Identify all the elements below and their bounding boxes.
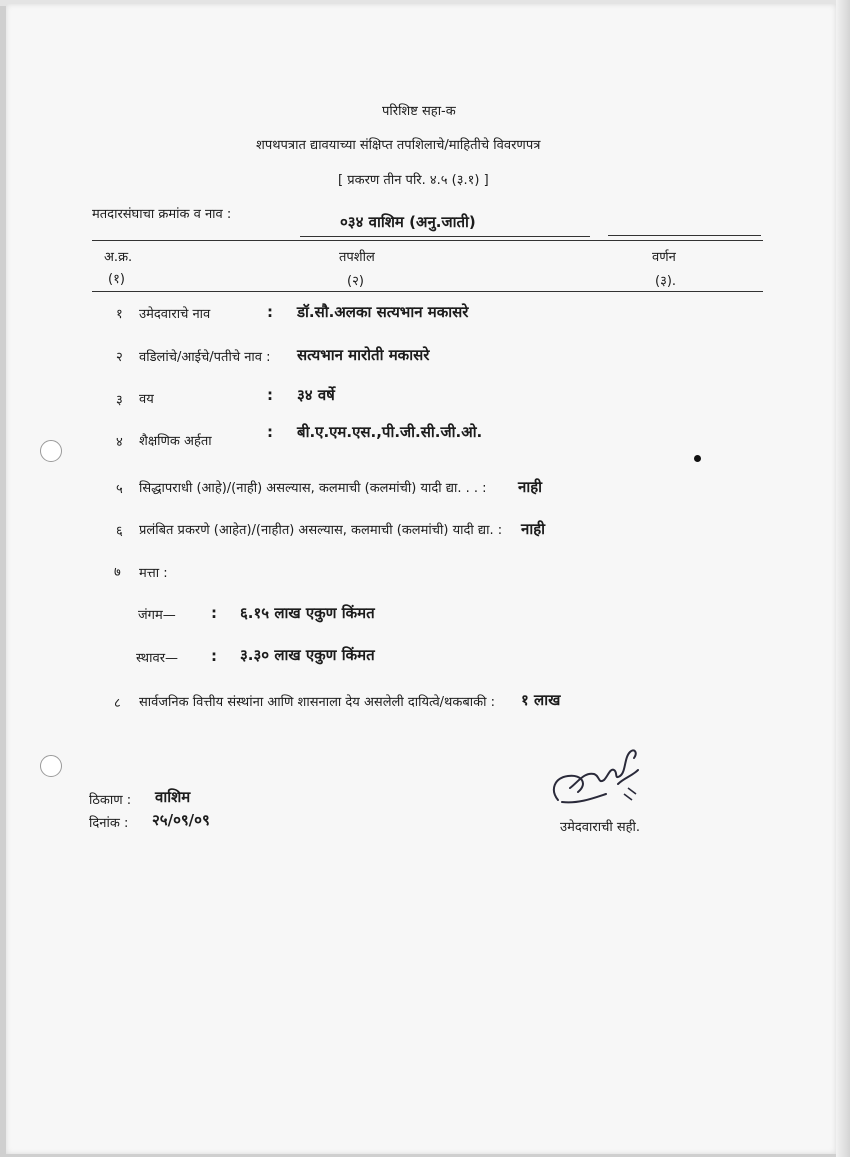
- item-1-label: उमेदवाराचे नाव: [139, 307, 211, 322]
- punch-hole-upper: [40, 440, 62, 462]
- immovable-assets-colon: :: [211, 647, 217, 665]
- ink-dot: [694, 455, 701, 462]
- item-8-label: सार्वजनिक वित्तीय संस्थांना आणि शासनाला देय असलेली दायित्वे/थकबाकी :: [139, 695, 495, 710]
- statement-title: शपथपत्रात द्यावयाच्या संक्षिप्त तपशिलाचे/माहितीचे विवरणपत्र: [256, 138, 541, 153]
- item-8-number: ८: [114, 696, 121, 711]
- item-4-number: ४: [116, 435, 123, 450]
- constituency-value: ०३४ वाशिम (अनु.जाती): [340, 213, 476, 231]
- movable-assets-colon: :: [211, 604, 217, 622]
- date-value: २५/०९/०९: [152, 811, 210, 829]
- item-4-colon: :: [267, 423, 273, 441]
- table-header-rule: [92, 291, 763, 292]
- immovable-assets-value: ३.३० लाख एकुण किंमत: [240, 646, 375, 664]
- col1-number: (१): [108, 272, 125, 287]
- col2-header: तपशील: [339, 250, 375, 265]
- item-1-number: १: [116, 307, 123, 322]
- item-2-label: वडिलांचे/आईचे/पतीचे नाव :: [139, 350, 271, 365]
- item-4-label: शैक्षणिक अर्हता: [139, 434, 212, 449]
- item-5-label: सिद्धापराधी (आहे)/(नाही) असल्यास, कलमाची (कलमांची) यादी द्या. . . :: [139, 481, 487, 496]
- item-6-label: प्रलंबित प्रकरणे (आहेत)/(नाहीत) असल्यास, कलमाची (कलमांची) यादी द्या. :: [139, 523, 503, 538]
- col1-header: अ.क्र.: [104, 250, 133, 265]
- annexure-title: परिशिष्ट सहा-क: [382, 104, 456, 119]
- punch-hole-lower: [40, 755, 62, 777]
- item-2-number: २: [116, 350, 123, 365]
- item-1-colon: :: [267, 303, 273, 321]
- liabilities-value: १ लाख: [521, 691, 561, 709]
- movable-assets-value: ६.१५ लाख एकुण किंमत: [240, 604, 375, 622]
- scan-right-edge: [836, 0, 850, 1157]
- signature-caption: उमेदवाराची सही.: [560, 820, 641, 835]
- chapter-reference: [ प्रकरण तीन परि. ४.५ (३.१) ]: [338, 173, 489, 188]
- item-5-number: ५: [116, 482, 123, 497]
- place-label: ठिकाण :: [89, 793, 132, 808]
- col2-number: (२): [347, 274, 364, 289]
- item-7-number: ७: [114, 565, 121, 580]
- education-qualification: बी.ए.एम.एस.,पी.जी.सी.जी.ओ.: [297, 423, 483, 441]
- candidate-signature: [548, 738, 648, 818]
- spouse-name: सत्यभान मारोती मकासरे: [297, 346, 430, 364]
- candidate-name: डॉ.सौ.अलका सत्यभान मकासरे: [297, 303, 469, 321]
- date-label: दिनांक :: [89, 816, 129, 831]
- immovable-assets-label: स्थावर—: [136, 651, 179, 666]
- item-3-label: वय: [139, 392, 154, 407]
- item-3-number: ३: [116, 393, 123, 408]
- item-3-colon: :: [267, 386, 273, 404]
- place-value: वाशिम: [155, 788, 191, 806]
- candidate-age: ३४ वर्षे: [297, 386, 335, 404]
- constituency-label: मतदारसंघाचा क्रमांक व नाव :: [92, 207, 232, 222]
- col3-number: (३).: [655, 274, 677, 289]
- pending-cases-value: नाही: [521, 520, 546, 538]
- movable-assets-label: जंगम—: [138, 608, 176, 623]
- constituency-underline-right: [608, 235, 761, 236]
- convictions-value: नाही: [518, 478, 543, 496]
- constituency-underline: [300, 236, 590, 237]
- item-6-number: ६: [116, 524, 123, 539]
- item-7-label: मत्ता :: [139, 566, 168, 581]
- table-top-rule: [92, 240, 763, 241]
- col3-header: वर्णन: [652, 250, 676, 265]
